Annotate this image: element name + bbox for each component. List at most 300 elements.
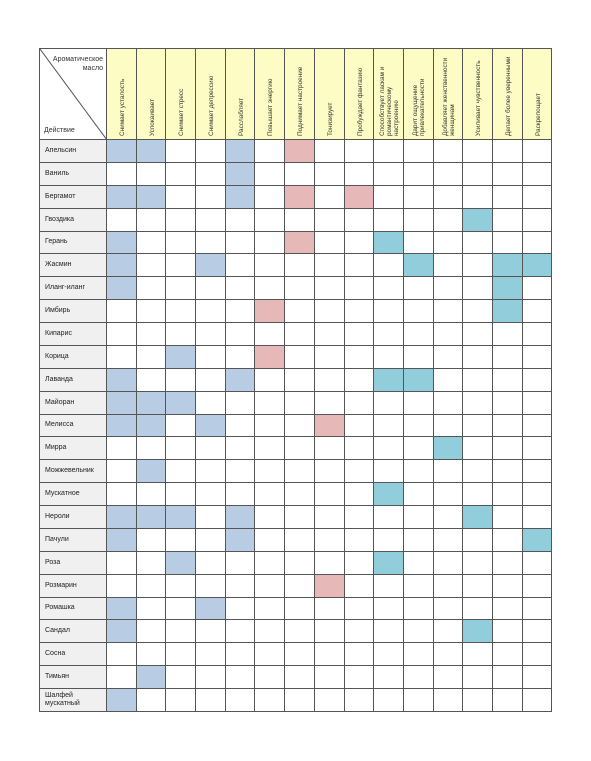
table-cell [166,483,196,506]
table-cell [345,598,375,621]
table-cell [404,643,434,666]
table-cell [107,140,137,163]
table-cell [374,346,404,369]
table-cell [493,300,523,323]
table-cell [493,666,523,689]
table-cell [255,232,285,255]
table-cell [137,369,167,392]
table-cell [166,689,196,712]
table-cell [107,415,137,438]
table-cell [434,323,464,346]
row-label: Роза [40,552,107,575]
table-cell [374,300,404,323]
table-cell [196,460,226,483]
table-cell [255,163,285,186]
table-cell [463,483,493,506]
table-cell [315,598,345,621]
table-cell [345,415,375,438]
row-label: Сандал [40,620,107,643]
table-cell [166,666,196,689]
table-cell [226,209,256,232]
table-cell [226,369,256,392]
table-cell [345,460,375,483]
table-cell [255,369,285,392]
table-cell [196,300,226,323]
table-cell [255,300,285,323]
table-cell [523,369,553,392]
table-cell [404,300,434,323]
table-cell [463,254,493,277]
table-cell [166,575,196,598]
table-cell [285,369,315,392]
table-cell [404,140,434,163]
table-cell [434,232,464,255]
table-cell [285,666,315,689]
table-cell [196,643,226,666]
table-cell [315,254,345,277]
column-header [493,49,523,140]
table-cell [226,689,256,712]
column-header-label: Расслабляет [237,97,245,136]
row-label: Жасмин [40,254,107,277]
table-cell [434,483,464,506]
column-header-label: Пробуждает фантазию [356,67,363,136]
table-cell [285,163,315,186]
table-cell [196,232,226,255]
column-header-label: Усиливает чувственность [474,60,482,136]
table-cell [255,689,285,712]
column-header-label: Снимает стресс [177,88,185,136]
table-cell [226,529,256,552]
table-cell [523,666,553,689]
table-cell [315,392,345,415]
table-cell [523,598,553,621]
table-cell [523,620,553,643]
row-label: Мелисса [40,415,107,438]
table-cell [137,552,167,575]
table-cell [107,483,137,506]
table-cell [226,552,256,575]
table-cell [345,529,375,552]
table-cell [315,529,345,552]
table-cell [345,323,375,346]
table-cell [493,232,523,255]
table-cell [463,300,493,323]
table-cell [404,232,434,255]
table-cell [374,620,404,643]
table-cell [374,460,404,483]
table-cell [137,415,167,438]
table-corner-header [40,49,107,140]
table-cell [404,254,434,277]
table-cell [196,437,226,460]
table-cell [523,689,553,712]
table-cell [107,300,137,323]
table-cell [196,506,226,529]
table-cell [463,529,493,552]
table-cell [463,598,493,621]
table-cell [196,620,226,643]
table-cell [166,529,196,552]
table-cell [107,369,137,392]
table-cell [345,437,375,460]
table-cell [196,415,226,438]
table-cell [404,323,434,346]
column-header-label: Дарит ощущение привлекательности [411,78,426,136]
table-cell [493,529,523,552]
table-cell [493,483,523,506]
table-cell [493,163,523,186]
row-label: Иланг-иланг [40,277,107,300]
table-cell [226,483,256,506]
table-cell [255,460,285,483]
table-cell [285,300,315,323]
table-cell [196,575,226,598]
table-cell [493,392,523,415]
table-cell [255,186,285,209]
table-cell [463,392,493,415]
table-cell [463,186,493,209]
table-cell [107,437,137,460]
table-cell [523,529,553,552]
table-cell [196,689,226,712]
row-label: Можжевельник [40,460,107,483]
table-cell [166,620,196,643]
table-cell [226,140,256,163]
table-cell [404,209,434,232]
table-cell [196,346,226,369]
table-cell [137,598,167,621]
table-cell [345,140,375,163]
table-cell [255,643,285,666]
table-cell [137,140,167,163]
table-cell [107,666,137,689]
table-cell [493,460,523,483]
row-label: Гвоздика [40,209,107,232]
table-cell [374,209,404,232]
table-cell [434,529,464,552]
table-cell [404,666,434,689]
table-cell [345,392,375,415]
table-cell [166,437,196,460]
table-cell [493,689,523,712]
table-cell [345,300,375,323]
table-cell [463,140,493,163]
table-cell [255,346,285,369]
table-cell [285,346,315,369]
table-cell [196,598,226,621]
column-header [255,49,285,140]
table-cell [493,277,523,300]
table-cell [137,323,167,346]
column-header [285,49,315,140]
table-cell [255,666,285,689]
table-cell [107,620,137,643]
table-cell [523,415,553,438]
table-cell [255,437,285,460]
table-cell [285,460,315,483]
row-label: Тимьян [40,666,107,689]
table-cell [345,254,375,277]
table-cell [226,506,256,529]
table-cell [137,506,167,529]
table-cell [315,232,345,255]
table-cell [137,277,167,300]
table-cell [285,254,315,277]
table-cell [463,460,493,483]
table-cell [107,209,137,232]
table-cell [285,506,315,529]
table-cell [255,598,285,621]
table-cell [196,666,226,689]
table-cell [493,415,523,438]
column-header-label: Повышает энергию [266,78,274,136]
table-cell [196,140,226,163]
column-header-label: Снимает усталость [118,78,126,136]
table-cell [404,369,434,392]
table-cell [493,598,523,621]
table-cell [404,437,434,460]
table-cell [434,140,464,163]
table-cell [523,323,553,346]
table-cell [285,620,315,643]
table-cell [463,506,493,529]
table-cell [523,254,553,277]
table-cell [137,575,167,598]
table-cell [226,575,256,598]
table-cell [196,552,226,575]
table-cell [255,277,285,300]
table-cell [285,643,315,666]
table-cell [226,277,256,300]
table-cell [166,209,196,232]
table-cell [315,186,345,209]
table-cell [374,506,404,529]
table-cell [255,552,285,575]
table-cell [463,575,493,598]
table-cell [493,209,523,232]
table-cell [404,529,434,552]
table-cell [196,392,226,415]
table-cell [404,186,434,209]
table-cell [345,483,375,506]
table-cell [315,552,345,575]
table-cell [255,415,285,438]
table-cell [196,209,226,232]
table-cell [345,575,375,598]
table-cell [196,254,226,277]
table-cell [374,529,404,552]
table-cell [493,254,523,277]
column-header [107,49,137,140]
row-label: Бергамот [40,186,107,209]
table-cell [434,300,464,323]
table-cell [285,689,315,712]
table-cell [404,598,434,621]
table-cell [523,552,553,575]
table-cell [255,209,285,232]
table-cell [523,506,553,529]
table-cell [166,232,196,255]
table-cell [434,209,464,232]
table-cell [107,254,137,277]
table-cell [166,277,196,300]
table-cell [523,575,553,598]
column-header [434,49,464,140]
table-cell [523,232,553,255]
table-cell [285,209,315,232]
table-cell [374,598,404,621]
column-header [374,49,404,140]
table-cell [285,232,315,255]
table-cell [226,415,256,438]
table-cell [226,437,256,460]
table-cell [255,620,285,643]
table-cell [523,392,553,415]
table-cell [166,415,196,438]
table-cell [404,392,434,415]
table-cell [285,140,315,163]
table-cell [255,140,285,163]
table-cell [404,575,434,598]
table-cell [463,666,493,689]
table-cell [523,140,553,163]
table-cell [137,254,167,277]
table-cell [137,666,167,689]
table-cell [463,552,493,575]
table-cell [374,483,404,506]
table-cell [493,346,523,369]
column-header-label: Поднимает настроение [296,66,304,136]
table-cell [404,506,434,529]
column-header [196,49,226,140]
table-cell [345,346,375,369]
table-cell [285,552,315,575]
table-cell [226,460,256,483]
table-cell [434,506,464,529]
table-cell [523,300,553,323]
table-cell [107,529,137,552]
column-header [166,49,196,140]
table-cell [523,460,553,483]
column-header [315,49,345,140]
table-cell [166,369,196,392]
table-cell [434,643,464,666]
table-cell [315,437,345,460]
table-cell [315,323,345,346]
row-label: Ваниль [40,163,107,186]
table-cell [345,186,375,209]
table-cell [315,300,345,323]
table-cell [374,369,404,392]
table-cell [434,163,464,186]
table-cell [434,369,464,392]
table-cell [255,575,285,598]
table-cell [285,529,315,552]
table-cell [463,620,493,643]
table-cell [166,392,196,415]
column-header-label: Снимает депрессию [207,75,215,136]
table-cell [374,323,404,346]
table-cell [434,346,464,369]
table-cell [196,323,226,346]
table-cell [226,186,256,209]
column-header [345,49,375,140]
table-cell [374,392,404,415]
column-header [463,49,493,140]
table-cell [434,277,464,300]
table-cell [374,163,404,186]
column-header-label: Добавляет женственности женщинам [441,57,456,136]
table-cell [463,437,493,460]
table-cell [345,689,375,712]
table-cell [345,506,375,529]
table-cell [285,575,315,598]
table-cell [137,346,167,369]
table-cell [107,575,137,598]
table-cell [196,483,226,506]
row-label: Ромашка [40,598,107,621]
row-label: Герань [40,232,107,255]
table-cell [404,415,434,438]
table-cell [404,460,434,483]
table-cell [285,483,315,506]
table-cell [196,529,226,552]
table-cell [374,415,404,438]
column-header-label: Делает более уверенными [504,56,512,136]
corner-oil-label: Ароматическое масло [52,56,103,72]
table-cell [523,643,553,666]
column-header-label: Способствует ласкам и романтическому настроению [378,66,400,136]
table-cell [493,506,523,529]
table-cell [285,186,315,209]
table-cell [137,392,167,415]
table-cell [226,254,256,277]
table-cell [107,232,137,255]
table-cell [493,186,523,209]
table-cell [137,437,167,460]
table-cell [107,277,137,300]
table-cell [404,689,434,712]
table-cell [463,643,493,666]
table-cell [463,415,493,438]
table-cell [374,140,404,163]
table-cell [463,209,493,232]
table-cell [166,346,196,369]
table-cell [463,369,493,392]
table-cell [523,437,553,460]
table-cell [374,437,404,460]
table-cell [315,689,345,712]
column-header-label: Раскрепощает [534,93,542,136]
table-cell [226,323,256,346]
table-cell [493,437,523,460]
row-label: Пачули [40,529,107,552]
column-header-label: Тонизирует [326,102,334,136]
table-cell [315,140,345,163]
table-cell [374,643,404,666]
table-cell [523,483,553,506]
table-cell [374,186,404,209]
corner-action-label: Действие [44,127,75,134]
column-header [226,49,256,140]
table-cell [255,529,285,552]
table-cell [315,506,345,529]
table-cell [374,666,404,689]
table-cell [137,300,167,323]
table-cell [345,232,375,255]
table-cell [107,689,137,712]
